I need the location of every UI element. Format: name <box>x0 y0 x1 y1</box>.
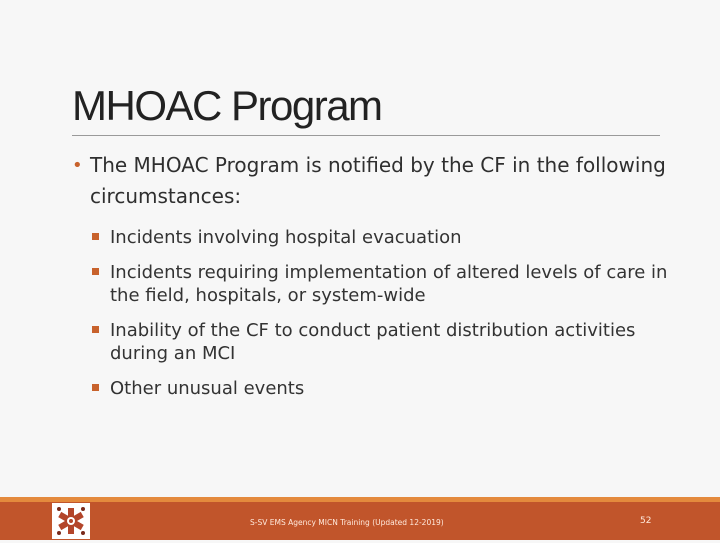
title-divider <box>72 135 660 136</box>
sub-bullet-item <box>90 319 692 365</box>
star-of-life-logo-icon <box>52 503 90 539</box>
page-number: 52 <box>640 516 652 526</box>
sub-bullet-item <box>90 261 692 307</box>
sub-bullet-text: Inability of the CF to conduct patient distribution activities during an MCI <box>110 320 636 364</box>
sub-bullet-list <box>72 226 692 400</box>
square-bullet-icon <box>92 268 99 275</box>
bullet-dot-icon: • <box>72 155 83 176</box>
square-bullet-icon <box>92 326 99 333</box>
sub-bullet-text: Incidents requiring implementation of altered levels of care in the field, hospitals, or system-wide <box>110 262 668 306</box>
main-bullet <box>72 150 692 212</box>
slide-content <box>72 150 692 412</box>
main-bullet-text: The MHOAC Program is notified by the CF in the following circumstances: <box>90 153 666 208</box>
sub-bullet-item <box>90 226 692 249</box>
slide-title: MHOAC Program <box>72 82 382 129</box>
sub-bullet-text: Other unusual events <box>110 378 305 399</box>
square-bullet-icon <box>92 384 99 391</box>
footer-caption: S-SV EMS Agency MICN Training (Updated 12-2019) <box>250 518 444 527</box>
sub-bullet-text: Incidents involving hospital evacuation <box>110 227 462 248</box>
square-bullet-icon <box>92 233 99 240</box>
sub-bullet-item <box>90 377 692 400</box>
